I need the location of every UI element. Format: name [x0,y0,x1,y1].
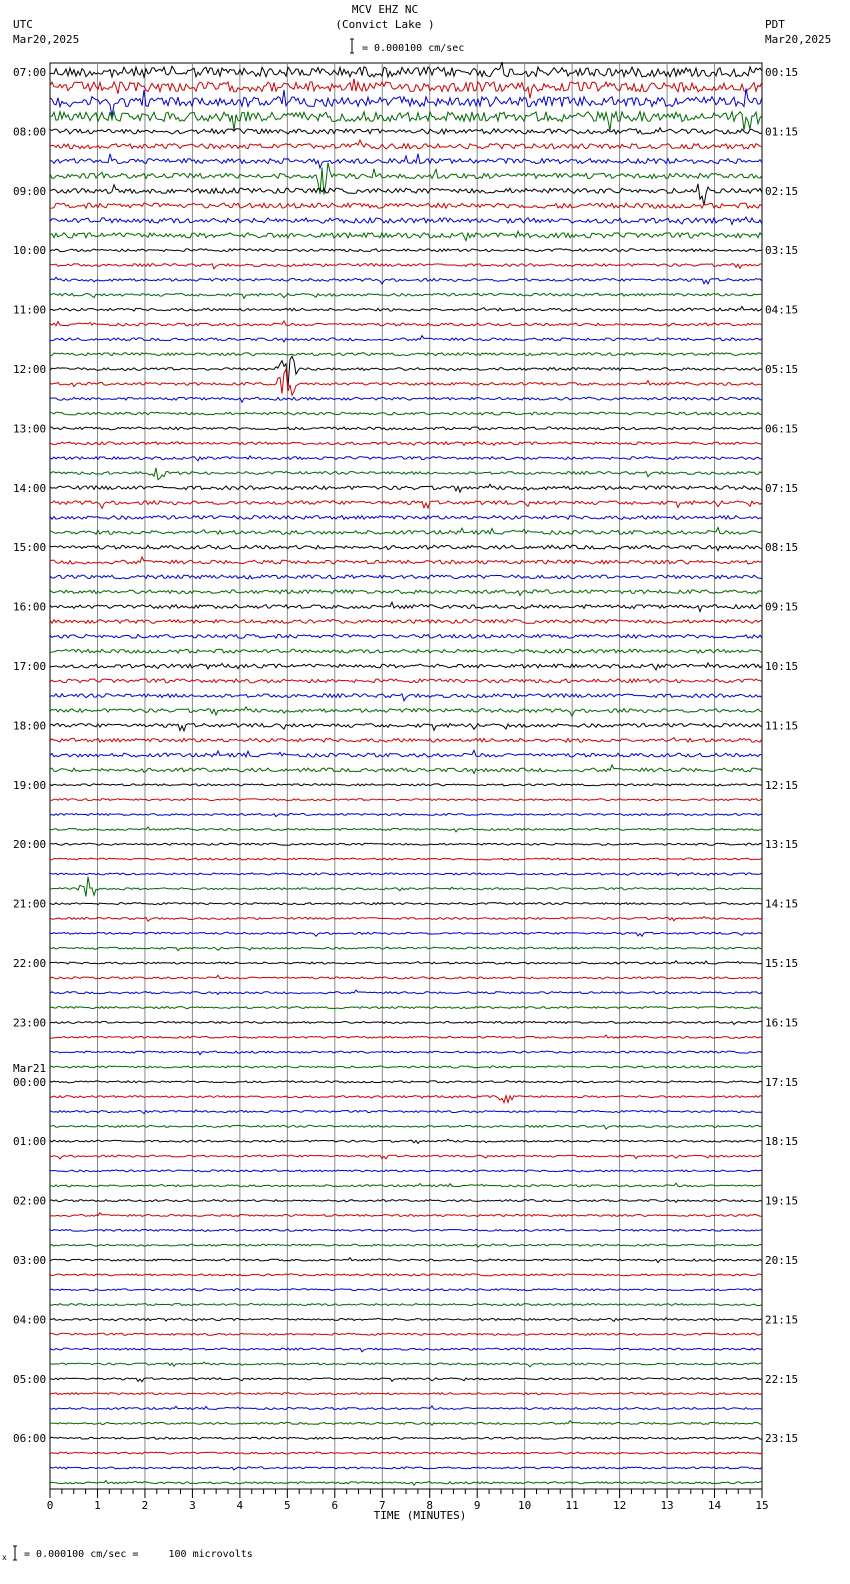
left-hour-label: 22:00 [13,957,47,970]
trace-73 [50,1155,762,1159]
x-tick-label-15: 15 [755,1499,769,1512]
left-hour-label: 14:00 [13,481,47,495]
trace-61 [50,975,762,979]
trace-45 [50,738,762,742]
trace-4 [50,128,762,134]
trace-41 [50,679,762,683]
left-hour-label: 11:00 [13,303,47,317]
trace-29 [50,501,762,509]
trace-67 [50,1066,762,1068]
trace-15 [50,293,762,298]
trace-57 [50,917,762,922]
trace-8 [50,184,762,206]
trace-40 [50,663,762,670]
right-hour-label: 13:15 [765,838,799,852]
right-hour-label: 17:15 [765,1075,799,1089]
right-hour-label: 21:15 [765,1313,799,1327]
trace-32 [50,545,762,550]
right-date: Mar20,2025 [765,33,832,46]
x-tick-label-8: 8 [426,1499,434,1512]
trace-12 [50,249,762,252]
trace-69 [50,1095,762,1102]
trace-26 [50,456,762,461]
trace-37 [50,620,762,624]
trace-17 [50,321,762,326]
trace-27 [50,468,762,480]
trace-35 [50,590,762,596]
x-tick-label-6: 6 [331,1499,339,1512]
left-hour-label: 09:00 [13,184,47,198]
trace-85 [50,1333,762,1335]
footer-scale-note: = 0.000100 cm/sec = 100 microvolts [24,1549,253,1560]
trace-59 [50,947,762,951]
trace-3 [50,112,762,131]
trace-24 [50,427,762,430]
trace-64 [50,1021,762,1024]
trace-9 [50,203,762,208]
left-hour-label: 01:00 [13,1135,47,1149]
right-hour-label: 11:15 [765,719,799,733]
right-hour-label: 18:15 [765,1135,799,1149]
trace-87 [50,1362,762,1367]
footer-marker: x [2,1553,7,1562]
trace-88 [50,1378,762,1382]
x-tick-label-3: 3 [189,1499,196,1512]
trace-89 [50,1392,762,1394]
x-tick-label-9: 9 [473,1499,481,1512]
trace-83 [50,1304,762,1306]
right-hour-label: 23:15 [765,1432,799,1446]
left-timezone: UTC [13,18,33,31]
right-hour-label: 14:15 [765,897,799,911]
trace-82 [50,1289,762,1291]
right-hour-label: 06:15 [765,422,799,436]
trace-66 [50,1051,762,1055]
left-hour-label: 07:00 [13,66,47,79]
trace-34 [50,575,762,579]
trace-0 [50,62,762,77]
trace-group [50,62,762,1485]
trace-14 [50,277,762,284]
trace-91 [50,1421,762,1426]
trace-48 [50,784,762,786]
x-tick-label-10: 10 [518,1499,532,1512]
x-tick-label-12: 12 [612,1499,627,1512]
x-axis-label: TIME (MINUTES) [373,1509,467,1522]
right-hour-label: 01:15 [765,125,799,139]
trace-60 [50,961,762,964]
x-tick-label-13: 13 [660,1499,674,1512]
left-hour-label: 19:00 [13,778,47,792]
trace-19 [50,353,762,356]
trace-47 [50,765,762,774]
trace-80 [50,1258,762,1263]
x-tick-label-14: 14 [707,1499,722,1512]
left-hour-label: 18:00 [13,719,47,733]
x-tick-label-5: 5 [284,1499,291,1512]
trace-11 [50,231,762,240]
left-date: Mar20,2025 [13,33,80,46]
trace-43 [50,707,762,716]
left-hour-label: 04:00 [13,1313,47,1327]
scale-bars [13,39,354,1560]
right-hour-label: 10:15 [765,660,799,673]
trace-39 [50,649,762,653]
trace-31 [50,528,762,535]
right-hour-label: 12:15 [765,778,799,792]
left-hour-label: 08:00 [13,125,47,139]
right-hour-label: 16:15 [765,1016,799,1030]
trace-42 [50,694,762,701]
trace-44 [50,724,762,731]
trace-92 [50,1437,762,1439]
x-tick-label-11: 11 [565,1499,579,1512]
left-hour-label: 06:00 [13,1432,47,1446]
trace-10 [50,217,762,225]
left-hour-label: 23:00 [13,1016,47,1030]
trace-95 [50,1481,762,1486]
left-hour-label: 15:00 [13,541,47,555]
trace-2 [50,89,762,117]
trace-36 [50,602,762,611]
left-hour-label: 16:00 [13,600,47,614]
right-hour-label: 07:15 [765,481,799,495]
right-hour-label: 05:15 [765,363,799,376]
trace-78 [50,1229,762,1231]
trace-75 [50,1183,762,1187]
trace-52 [50,843,762,845]
right-hour-label: 03:15 [765,244,799,258]
trace-49 [50,799,762,801]
trace-55 [50,877,762,897]
x-tick-label-1: 1 [94,1499,101,1512]
right-hour-label: 08:15 [765,541,799,555]
x-tick-label-2: 2 [141,1499,149,1512]
trace-62 [50,990,762,995]
trace-58 [50,932,762,936]
left-hour-label: 17:00 [13,660,47,673]
trace-56 [50,903,762,905]
trace-5 [50,140,762,149]
right-hour-label: 02:15 [765,184,799,198]
trace-70 [50,1110,762,1114]
left-hour-label: 20:00 [13,838,47,852]
trace-16 [50,307,762,312]
trace-81 [50,1274,762,1276]
right-hour-label: 09:15 [765,600,799,614]
trace-93 [50,1452,762,1454]
right-hour-label: 00:15 [765,66,799,79]
trace-46 [50,750,762,757]
trace-25 [50,441,762,445]
trace-13 [50,264,762,269]
left-hour-label: 05:00 [13,1372,47,1386]
right-hour-label: 15:15 [765,957,799,970]
chart-title: MCV EHZ NC [351,3,419,16]
left-hour-label: 12:00 [13,363,47,376]
left-hour-label: 21:00 [13,897,47,911]
trace-20 [50,356,762,387]
trace-18 [50,336,762,342]
trace-23 [50,412,762,415]
left-hour-label: 13:00 [13,422,47,436]
trace-21 [50,369,762,395]
right-hour-label: 04:15 [765,303,799,317]
right-hour-label: 22:15 [765,1372,799,1386]
trace-22 [50,397,762,402]
left-hour-label: 02:00 [13,1194,47,1208]
left-hour-label: 00:00 [13,1075,47,1089]
trace-71 [50,1125,762,1129]
trace-65 [50,1035,762,1038]
trace-51 [50,827,762,832]
trace-7 [50,163,762,195]
trace-1 [50,79,762,99]
trace-74 [50,1170,762,1172]
trace-63 [50,1007,762,1009]
trace-90 [50,1406,762,1410]
left-hour-label: 10:00 [13,244,47,258]
trace-86 [50,1348,762,1352]
right-timezone: PDT [765,18,785,31]
trace-30 [50,516,762,520]
x-tick-label-7: 7 [378,1499,386,1512]
x-tick-label-0: 0 [46,1499,54,1512]
trace-72 [50,1139,762,1143]
left-hour-label: 03:00 [13,1254,47,1267]
trace-50 [50,814,762,817]
trace-77 [50,1213,762,1217]
right-hour-label: 19:15 [765,1194,799,1208]
trace-76 [50,1200,762,1203]
scale-label: = 0.000100 cm/sec [362,43,465,54]
trace-94 [50,1467,762,1470]
x-tick-label-4: 4 [236,1499,244,1512]
right-hour-label: 20:15 [765,1254,799,1267]
trace-68 [50,1081,762,1083]
trace-33 [50,557,762,564]
trace-28 [50,484,762,492]
trace-6 [50,154,762,168]
trace-84 [50,1318,762,1322]
trace-79 [50,1244,762,1247]
trace-53 [50,858,762,860]
trace-38 [50,634,762,638]
date-change-label: Mar21 [13,1061,47,1075]
chart-subtitle: (Convict Lake ) [335,18,435,31]
trace-54 [50,873,762,876]
